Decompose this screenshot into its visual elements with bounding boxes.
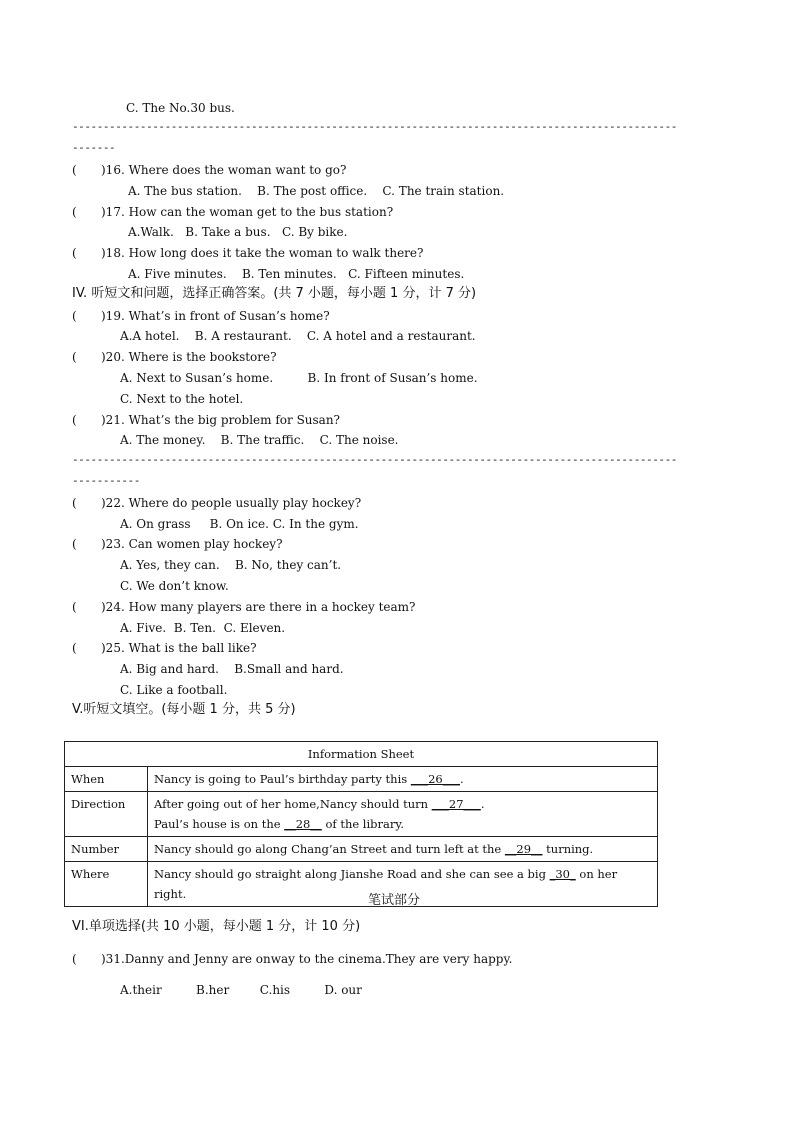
text-segment: Nancy should go along Chang’an Street and turn left at the — [154, 842, 505, 856]
row-value-number — [148, 837, 658, 862]
question-31-options: A.their B.her C.his D. our — [120, 983, 362, 997]
answer-paren: ( — [72, 496, 77, 510]
answer-paren: ( — [72, 641, 77, 655]
separator-dashes: -------------------------------------------------------------------------------------------------- — [72, 120, 677, 133]
question-23-stem: )23. Can women play hockey? — [101, 537, 283, 551]
question-17-options: A.Walk. B. Take a bus. C. By bike. — [128, 225, 348, 239]
section-4-title: IV. 听短文和问题，选择正确答案。(共 7 小题，每小题 1 分，计 7 分) — [72, 286, 477, 301]
text-segment: of the library. — [321, 817, 405, 831]
table-row — [65, 792, 658, 837]
question-20-options-line1: A. Next to Susan’s home. B. In front of Susan’s home. — [120, 371, 478, 385]
row-label-where: Where — [65, 862, 148, 907]
text-segment: turning. — [542, 842, 594, 856]
row-label-direction: Direction — [65, 792, 148, 837]
table-row — [65, 837, 658, 862]
blank-26: ___26___ — [410, 772, 460, 786]
text-segment: Paul’s house is on the — [154, 817, 285, 831]
information-sheet-table — [64, 741, 658, 907]
separator-dashes-tail: ----------- — [72, 474, 140, 487]
section-5-title: V.听短文填空。(每小题 1 分，共 5 分) — [72, 702, 296, 717]
row-value-when — [148, 767, 658, 792]
separator-dashes: -------------------------------------------------------------------------------------------------- — [72, 453, 677, 466]
question-24-stem: )24. How many players are there in a hockey team? — [101, 600, 416, 614]
row-label-number: Number — [65, 837, 148, 862]
text-segment: Nancy is going to Paul’s birthday party this — [154, 772, 411, 786]
question-19-options: A.A hotel. B. A restaurant. C. A hotel and a restaurant. — [120, 329, 476, 343]
answer-paren: ( — [72, 952, 77, 966]
table-row — [65, 862, 658, 907]
question-22-options: A. On grass B. On ice. C. In the gym. — [120, 517, 359, 531]
text-segment: on her right. — [154, 867, 618, 901]
section-6-title: VI.单项选择(共 10 小题，每小题 1 分，计 10 分) — [72, 919, 361, 934]
answer-paren: ( — [72, 537, 77, 551]
question-17-stem: )17. How can the woman get to the bus station? — [101, 205, 394, 219]
answer-paren: ( — [72, 309, 77, 323]
question-18-stem: )18. How long does it take the woman to walk there? — [101, 246, 424, 260]
text-segment: . — [480, 797, 485, 811]
question-20-stem: )20. Where is the bookstore? — [101, 350, 277, 364]
question-16-options: A. The bus station. B. The post office. C. The train station. — [128, 184, 505, 198]
blank-27: ___27___ — [431, 797, 481, 811]
q15-option-c: C. The No.30 bus. — [126, 101, 235, 115]
written-part-title: 笔试部分 — [368, 893, 421, 908]
question-25-options-line1: A. Big and hard. B.Small and hard. — [120, 662, 344, 676]
answer-paren: ( — [72, 350, 77, 364]
question-19-stem: )19. What’s in front of Susan’s home? — [101, 309, 330, 323]
text-segment: Nancy should go straight along Jianshe Road and she can see a big — [154, 867, 550, 881]
question-21-stem: )21. What’s the big problem for Susan? — [101, 413, 340, 427]
answer-paren: ( — [72, 163, 77, 177]
question-23-options-line2: C. We don’t know. — [120, 579, 229, 593]
question-25-stem: )25. What is the ball like? — [101, 641, 257, 655]
question-20-options-line2: C. Next to the hotel. — [120, 392, 244, 406]
answer-paren: ( — [72, 246, 77, 260]
row-value-direction — [148, 792, 658, 837]
blank-28: __28__ — [284, 817, 322, 831]
question-25-options-line2: C. Like a football. — [120, 683, 228, 697]
table-row — [65, 742, 658, 767]
answer-paren: ( — [72, 205, 77, 219]
table-header: Information Sheet — [65, 742, 658, 767]
question-24-options: A. Five. B. Ten. C. Eleven. — [120, 621, 286, 635]
answer-paren: ( — [72, 600, 77, 614]
separator-dashes-tail: ------- — [72, 141, 116, 154]
blank-29: __29__ — [504, 842, 543, 856]
question-22-stem: )22. Where do people usually play hockey? — [101, 496, 362, 510]
question-18-options: A. Five minutes. B. Ten minutes. C. Fifteen minutes. — [128, 267, 465, 281]
question-23-options-line1: A. Yes, they can. B. No, they can’t. — [120, 558, 342, 572]
row-label-when: When — [65, 767, 148, 792]
blank-30: _30_ — [549, 867, 576, 881]
text-segment: . — [459, 772, 464, 786]
question-31-stem: )31.Danny and Jenny are onway to the cinema.They are very happy. — [101, 952, 513, 966]
answer-paren: ( — [72, 413, 77, 427]
question-21-options: A. The money. B. The traffic. C. The noise. — [120, 433, 399, 447]
text-segment: After going out of her home,Nancy should turn — [154, 797, 432, 811]
question-16-stem: )16. Where does the woman want to go? — [101, 163, 347, 177]
table-row — [65, 767, 658, 792]
